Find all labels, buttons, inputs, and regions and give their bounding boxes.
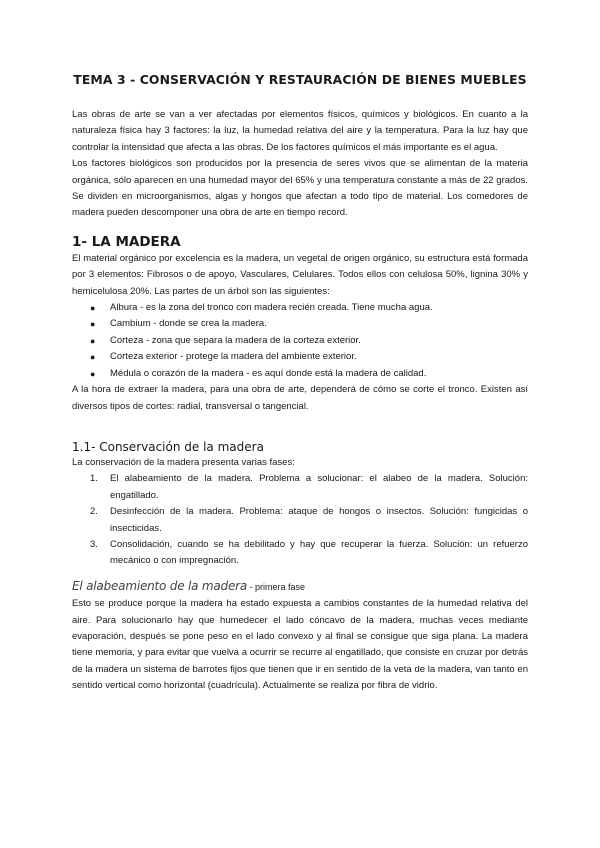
bullet-icon: ● — [90, 319, 96, 330]
document-title: TEMA 3 - CONSERVACIÓN Y RESTAURACIÓN DE BIENES MUEBLES — [73, 72, 527, 87]
step-number: 2. — [90, 506, 98, 518]
document-page — [72, 72, 528, 695]
subheading-suffix: - primera fase — [247, 581, 306, 592]
step-text: Desinfección de la madera. Problema: ataque de hongos o insectos. Solución: fungicidas o insecticidas. — [110, 506, 528, 534]
tree-parts-list — [72, 300, 528, 382]
list-item — [90, 471, 528, 504]
bullet-icon: ● — [90, 303, 96, 314]
list-item — [90, 366, 528, 382]
step-text: Consolidación, cuando se ha debilitado y hay que recuperar la fuerza. Solución: un refuerzo mecánico o con impregnación. — [110, 538, 528, 567]
list-item-text: Médula o corazón de la madera - es aquí donde está la madera de calidad. — [110, 367, 427, 379]
subsection-heading-conservacion: 1.1- Conservación de la madera — [72, 439, 264, 454]
step-text: El alabeamiento de la madera. Problema a solucionar: el alabeo de la madera. Solución: engatillado. — [110, 473, 528, 501]
list-item — [90, 349, 528, 365]
subheading-alabeamiento — [72, 578, 528, 596]
bullet-icon: ● — [90, 352, 96, 363]
subheading-emphasis: El alabeamiento de la madera — [72, 578, 248, 593]
list-item-text: Corteza exterior - protege la madera del ambiente exterior. — [110, 351, 357, 363]
list-item-text: Cambium - donde se crea la madera. — [110, 318, 267, 330]
section-paragraph-madera: El material orgánico por excelencia es la madera, un vegetal de origen orgánico, su estructura está formada por 3 elementos: Fibrosos o de apoyo, Vasculares, Celulares. Todos ellos con celulosa 50%, lignina 30% y hemicelulosa 20%. Las partes de un árbol son las siguientes: — [72, 252, 528, 297]
section-heading-madera: 1- LA MADERA — [72, 233, 181, 250]
alabeamiento-paragraph: Esto se produce porque la madera ha estado expuesta a cambios constantes de la humedad relativa del aire. Para solucionarlo hay que humedecer el lado cóncavo de la madera, muchas veces mediante evaporación, después se pone peso en el lado convexo y al final se consigue que siga plana. La madera tiene memoria, y para evitar que vuelva a ocurrir se recurre al engatillado, que consiste en cruzar por detrás de la madera un sistema de barrotes fijos que tienen que ir en sentido de la veta de la madera, van tanto en sentido vertical como horizontal (cuadrícula). Actualmente se realiza por fibra de vidrio. — [72, 598, 528, 692]
intro-paragraph-2: Los factores biológicos son producidos por la presencia de seres vivos que se alimentan de la materia orgánica, sólo aparecen en una humedad mayor del 65% y una temperatura constante a más de 22 grados. Se dividen en microorganismos, algas y hongos que afectan a todo tipo de material. Los comedores de madera pueden descomponer una obra de arte en tiempo record. — [72, 158, 528, 219]
list-item-text: Corteza - zona que separa la madera de la corteza exterior. — [110, 334, 361, 346]
list-item — [90, 316, 528, 332]
conservation-steps-list — [72, 471, 528, 569]
step-number: 1. — [90, 473, 98, 485]
section-spacer — [72, 570, 528, 578]
section-closing-paragraph: A la hora de extraer la madera, para una obra de arte, dependerá de cómo se corte el tronco. Existen así diversos tipos de cortes: radial, transversal o tangencial. — [72, 384, 528, 412]
section-spacer — [72, 415, 528, 440]
list-item — [90, 504, 528, 537]
list-item — [90, 333, 528, 349]
bullet-icon: ● — [90, 335, 96, 346]
subsection-lead: La conservación de la madera presenta varias fases: — [72, 456, 295, 468]
intro-paragraph-1: Las obras de arte se van a ver afectadas por elementos físicos, químicos y biológicos. En cuanto a la naturaleza física hay 3 factores: la luz, la humedad relativa del aire y la temperatura. Para la luz hay que controlar la intensidad que afecta a las obras. De los factores químicos el más importante es el agua. — [72, 109, 528, 153]
step-number: 3. — [90, 538, 98, 550]
list-item-text: Albura - es la zona del tronco con madera recién creada. Tiene mucha agua. — [110, 302, 433, 314]
bullet-icon: ● — [90, 368, 96, 379]
list-item — [90, 537, 528, 570]
list-item — [90, 300, 528, 316]
